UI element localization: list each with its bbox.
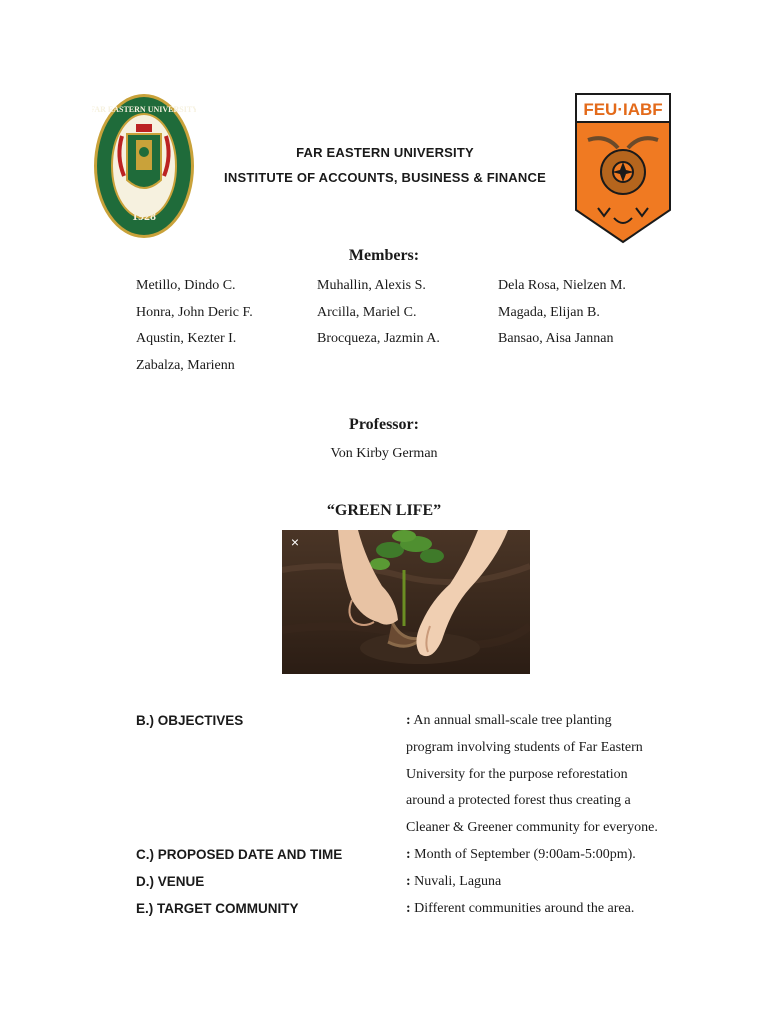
members-list <box>136 276 676 382</box>
professor-name: Von Kirby German <box>330 446 438 461</box>
professor-heading: Professor: <box>349 416 419 433</box>
detail-row-venue <box>136 869 696 896</box>
project-photo <box>282 530 530 674</box>
feu-seal-logo <box>92 92 196 240</box>
svg-text:FAR EASTERN UNIVERSITY: FAR EASTERN UNIVERSITY <box>92 105 196 114</box>
member-name: Metillo, Dindo C. <box>136 278 236 293</box>
hands-planting-seedling-image <box>282 530 530 674</box>
close-icon: × <box>290 534 300 550</box>
detail-label: E.) TARGET COMMUNITY <box>136 900 299 916</box>
detail-value: : An annual small-scale tree planting program involving students of Far Eastern University for the purpose reforestation around a protected forest thus creating a Cleaner & Greener community for everyone. <box>406 713 658 836</box>
feu-seal-icon <box>92 92 196 240</box>
detail-row-target-community <box>136 896 696 923</box>
member-name: Honra, John Deric F. <box>136 304 253 320</box>
project-title: “GREEN LIFE” <box>326 502 442 519</box>
member-name: Muhallin, Alexis S. <box>317 278 426 293</box>
member-name: Brocqueza, Jazmin A. <box>317 331 440 347</box>
feu-iabf-logo <box>574 92 672 244</box>
feu-iabf-shield-icon <box>574 92 672 244</box>
member-name: Dela Rosa, Nielzen M. <box>498 278 626 293</box>
detail-value: : Nuvali, Laguna <box>406 873 502 889</box>
seal-year: 1928 <box>132 209 156 223</box>
detail-value: : Different communities around the area. <box>406 900 635 916</box>
member-name: Arcilla, Mariel C. <box>317 304 417 320</box>
members-heading: Members: <box>348 247 420 264</box>
member-name: Zabalza, Marienn <box>136 357 235 373</box>
iabf-logo-text: FEU·IABF <box>583 100 663 119</box>
member-name: Magada, Elijan B. <box>498 304 600 320</box>
detail-value: : Month of September (9:00am-5:00pm). <box>406 846 636 862</box>
detail-label: C.) PROPOSED DATE AND TIME <box>136 846 343 862</box>
university-name: FAR EASTERN UNIVERSITY <box>296 145 474 160</box>
member-name: Bansao, Aisa Jannan <box>498 331 614 347</box>
detail-label: D.) VENUE <box>136 873 205 889</box>
institute-name: INSTITUTE OF ACCOUNTS, BUSINESS & FINANCE <box>224 170 546 185</box>
member-name: Aqustin, Kezter I. <box>136 331 237 347</box>
proposal-details <box>136 708 696 922</box>
detail-row-objectives <box>136 708 696 842</box>
detail-row-date-time <box>136 842 696 869</box>
detail-label: B.) OBJECTIVES <box>136 713 244 728</box>
